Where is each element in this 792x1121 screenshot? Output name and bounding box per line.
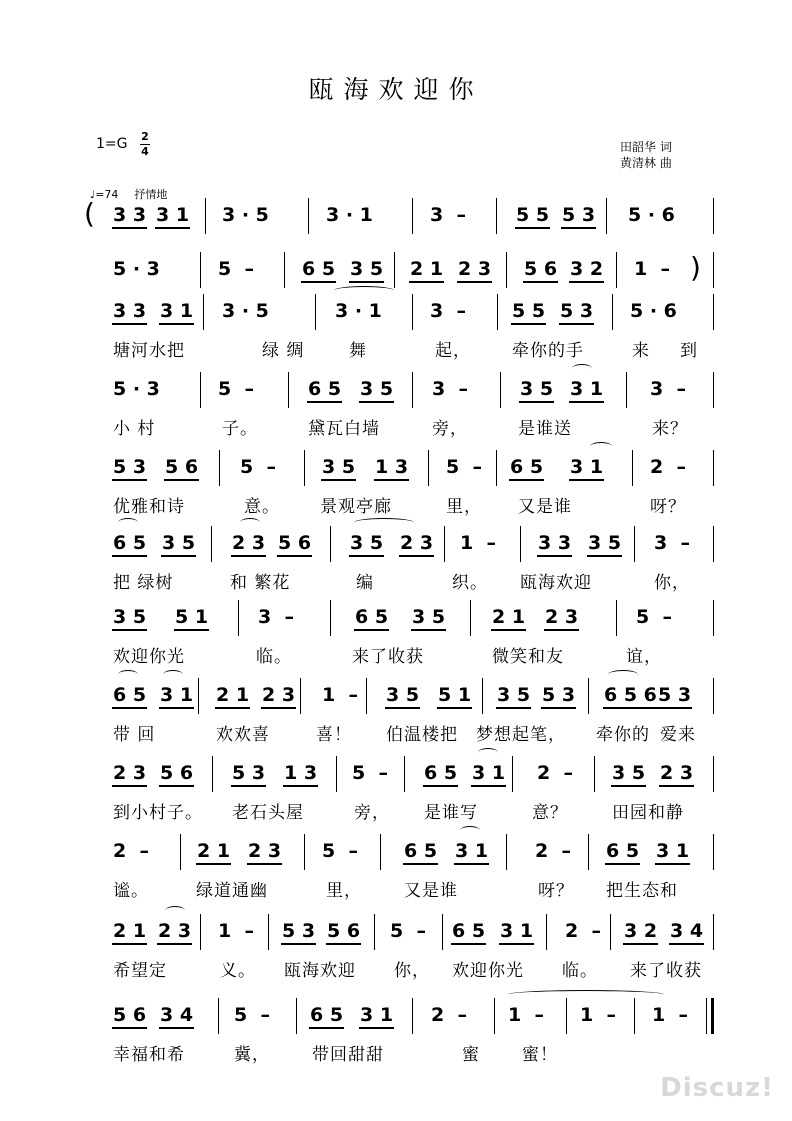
lyric-text: 老石头屋 [232,803,304,823]
composer: 黄清林 曲 [620,156,672,170]
bar-line [315,294,316,330]
note-group: 3 5 [520,378,554,400]
lyric-line [0,336,792,360]
lyric-text: 又是谁 [518,497,572,517]
note-group: 1 3 [375,456,409,478]
note-group: 5 · 6 [628,204,675,226]
bar-line [713,450,714,486]
bar-line [512,756,513,792]
bar-line [546,914,547,950]
lyric-text: 子。 [222,419,258,439]
note-group: 3 5 [497,684,531,706]
slur [354,518,414,527]
lyric-text: 冀， [234,1045,270,1065]
bar-line [412,372,413,408]
lyric-text: 你， [654,573,690,593]
notation-line [0,676,792,716]
lyric-line [0,720,792,744]
note-group: 3 2 [624,920,658,942]
lyric-text: 把生态和 [606,881,678,901]
time-signature [140,131,150,158]
bar-line [330,600,331,636]
note-group: 5 – [218,378,254,400]
bar-line [713,372,714,408]
tempo-mood: 抒情地 [134,188,168,201]
bar-line [212,756,213,792]
notation-line [0,832,792,872]
note-group: 5 – [234,1004,270,1026]
note-group: 3 3 [538,532,572,554]
lyric-text: 来了收获 [630,961,702,981]
lyric-line [0,414,792,438]
slur [165,906,185,915]
bar-line [412,198,413,234]
bar-line [205,198,206,234]
note-group: 1 – [580,1004,616,1026]
note-group: 2 3 [400,532,434,554]
bar-line [626,372,627,408]
note-group: 2 – [537,762,573,784]
bar-line [634,526,635,562]
note-group: 3 – [650,378,686,400]
lyric-text: 景观亭廊 [320,497,392,517]
lyric-text: 是谁送 [518,419,572,439]
bar-line [500,372,501,408]
note-group: 2 – [535,840,571,862]
note-group: 3 2 [570,258,604,280]
time-signature-bottom: 4 [141,145,149,158]
note-group: 3 5 [360,378,394,400]
bar-line [200,914,201,950]
note-group: 2 – [113,840,149,862]
note-group: 5 · 6 [630,300,677,322]
lyric-text: 塘河水把 [113,341,185,361]
note-group: 2 – [431,1004,467,1026]
lyric-text: 小 村 [113,419,156,439]
note-group: 3 5 [162,532,196,554]
bar-line [304,834,305,870]
note-group: 3 1 [570,456,604,478]
note-group: 3 5 [612,762,646,784]
bar-line [711,998,714,1034]
note-group: 5 3 [113,456,147,478]
lyric-line [0,642,792,666]
note-group: 3 · 1 [326,204,373,226]
bar-line [412,294,413,330]
bar-line [394,252,395,288]
note-group: 2 3 [248,840,282,862]
bar-line [713,678,714,714]
note-group: 2 – [650,456,686,478]
note-group: 2 1 [410,258,444,280]
lyricist: 田韶华 词 [620,140,672,154]
bar-line [713,756,714,792]
note-group: 1 – [508,1004,544,1026]
lyric-text: 蜜 [462,1045,480,1065]
note-group: 5 1 [438,684,472,706]
bar-line [308,198,309,234]
note-group: 3 1 [156,204,190,226]
note-group: 3 4 [670,920,704,942]
bar-line [632,450,633,486]
lyric-text: 到 [680,341,698,361]
lyric-text: 黛瓦白墙 [308,419,380,439]
lyric-text: 来了收获 [352,647,424,667]
note-group: 6 5 [355,606,389,628]
bar-line [713,914,714,950]
lyric-text: 瓯海欢迎 [284,961,356,981]
note-group: 1 – [218,920,254,942]
lyric-text: 来 [632,341,650,361]
slur [334,286,394,295]
note-group: 2 3 [458,258,492,280]
note-group: 5 5 [516,204,550,226]
intro-paren-close: ) [690,251,701,284]
note-group: 3 4 [160,1004,194,1026]
note-group: 6 5 [113,684,147,706]
bar-line [713,198,714,234]
note-group: 3 – [430,300,466,322]
credits [620,139,672,171]
note-group: 6 5 6 [604,684,657,706]
bar-line [566,998,567,1034]
note-group: 3 5 [386,684,420,706]
note-group: 1 – [460,532,496,554]
bar-line [713,834,714,870]
lyric-text: 编 [356,573,374,593]
note-group: 1 – [634,258,670,280]
slur [163,670,183,679]
note-group: 3 5 [412,606,446,628]
lyric-text: 谧。 [113,881,149,901]
notation-line [0,196,792,236]
note-group: 6 5 [510,456,544,478]
bar-line [713,600,714,636]
note-group: 3 – [432,378,468,400]
slur [118,670,138,679]
lyric-text: 田园和静 [612,803,684,823]
lyric-text: 绿 绸 [262,341,305,361]
bar-line [296,998,297,1034]
notation-line [0,370,792,410]
note-group: 3 · 1 [335,300,382,322]
bar-line [380,834,381,870]
note-group: 2 1 [113,920,147,942]
lyric-text: 梦想起笔， [476,725,566,745]
note-group: 5 3 [542,684,576,706]
bar-line [713,526,714,562]
slur [572,364,592,373]
note-group: 2 3 [232,532,266,554]
note-group: 5 6 [113,1004,147,1026]
lyric-line [0,876,792,900]
note-group: 5 – [390,920,426,942]
note-group: 5 3 [658,684,692,706]
note-group: 3 1 [160,684,194,706]
lyric-text: 希望定 [113,961,167,981]
note-group: 3 1 [455,840,489,862]
notation-line [0,250,792,290]
note-group: 5 · 3 [113,258,160,280]
bar-line [412,998,413,1034]
lyric-text: 临。 [256,647,292,667]
note-group: 2 3 [113,762,147,784]
notation-line [0,448,792,488]
note-group: 2 1 [216,684,250,706]
note-group: 5 1 [175,606,209,628]
note-group: 3 5 [350,532,384,554]
note-group: 2 1 [492,606,526,628]
bar-line [588,834,589,870]
bar-line [496,198,497,234]
note-group: 6 5 [452,920,486,942]
bar-line [180,834,181,870]
bar-line [482,678,483,714]
bar-line [612,294,613,330]
bar-line [211,526,212,562]
note-group: 5 6 [160,762,194,784]
lyric-line [0,1040,792,1064]
lyric-text: 带回甜甜 [312,1045,384,1065]
lyric-text: 绿道通幽 [196,881,268,901]
watermark: Discuz! [660,1073,774,1103]
lyric-text: 牵你的 [596,725,650,745]
bar-line [588,678,589,714]
lyric-text: 织。 [452,573,488,593]
lyric-text: 起， [435,341,471,361]
bar-line [496,450,497,486]
bar-line [444,526,445,562]
note-group: 3 1 [160,300,194,322]
bar-line [470,600,471,636]
bar-line [219,450,220,486]
note-group: 3 1 [500,920,534,942]
note-group: 5 – [322,840,358,862]
note-group: 3 5 [588,532,622,554]
bar-line [336,756,337,792]
bar-line [203,294,204,330]
slur [608,670,638,679]
note-group: 5 · 3 [113,378,160,400]
lyric-text: 里， [446,497,482,517]
bar-line [288,372,289,408]
lyric-text: 旁， [432,419,468,439]
bar-line [713,294,714,330]
slur [460,826,480,835]
lyric-text: 临。 [562,961,598,981]
bar-line [616,252,617,288]
note-group: 5 – [636,606,672,628]
note-group: 3 5 [350,258,384,280]
note-group: 2 3 [262,684,296,706]
lyric-text: 幸福和希 [113,1045,185,1065]
lyric-text: 又是谁 [404,881,458,901]
bar-line [304,450,305,486]
bar-line [706,998,707,1034]
lyric-text: 意。 [244,497,280,517]
bar-line [268,914,269,950]
lyric-text: 伯温楼把 [386,725,458,745]
notation-line [0,292,792,332]
lyric-text: 欢欢喜 [216,725,270,745]
note-group: 5 – [240,456,276,478]
note-group: 2 1 [197,840,231,862]
note-group: 3 – [654,532,690,554]
slur [590,442,612,451]
note-group: 5 5 [512,300,546,322]
lyric-text: 带 回 [113,725,156,745]
bar-line [442,914,443,950]
slur [118,518,138,527]
note-group: 5 6 [327,920,361,942]
note-group: 3 – [430,204,466,226]
note-group: 3 · 5 [222,300,269,322]
note-group: 2 – [565,920,601,942]
note-group: 5 – [218,258,254,280]
lyric-text: 瓯海欢迎 [520,573,592,593]
bar-line [330,526,331,562]
lyric-text: 舞 [349,341,367,361]
lyric-text: 欢迎你光 [113,647,185,667]
bar-line [198,678,199,714]
notation-line [0,912,792,952]
bar-line [610,914,611,950]
lyric-text: 爱来 [660,725,696,745]
bar-line [428,450,429,486]
lyric-text: 谊， [626,647,662,667]
note-group: 5 – [446,456,482,478]
lyric-text: 到小村子。 [113,803,203,823]
bar-line [506,252,507,288]
bar-line [404,756,405,792]
note-group: 2 3 [158,920,192,942]
lyric-text: 牵你的手 [512,341,584,361]
note-group: 3 3 [113,300,147,322]
lyric-text: 你， [394,961,430,981]
note-group: 3 · 5 [222,204,269,226]
note-group: 3 5 [322,456,356,478]
note-group: 5 3 [282,920,316,942]
note-group: 3 5 [113,606,147,628]
note-group: 5 6 [165,456,199,478]
note-group: 6 5 [302,258,336,280]
lyric-text: 蜜！ [522,1045,558,1065]
note-group: 5 3 [562,204,596,226]
intro-paren-open: ( [84,197,95,230]
bar-line [300,678,301,714]
key-signature: 1=G [96,136,128,152]
lyric-text: 呀？ [650,497,686,517]
note-group: 3 – [258,606,294,628]
lyric-text: 喜！ [316,725,352,745]
slur [478,748,498,757]
lyric-text: 把 绿树 [113,573,174,593]
note-group: 1 3 [284,762,318,784]
bar-line [497,294,498,330]
slur [508,990,664,999]
note-group: 2 3 [545,606,579,628]
bar-line [218,998,219,1034]
lyric-line [0,568,792,592]
note-group: 3 1 [570,378,604,400]
notation-line [0,524,792,564]
note-group: 6 5 [606,840,640,862]
notation-line [0,598,792,638]
note-group: 5 – [352,762,388,784]
note-group: 5 3 [560,300,594,322]
note-group: 6 5 [424,762,458,784]
lyric-text: 意？ [532,803,568,823]
bar-line [616,600,617,636]
bar-line [606,198,607,234]
note-group: 1 – [322,684,358,706]
bar-line [634,998,635,1034]
bar-line [200,252,201,288]
time-signature-top: 2 [141,130,149,143]
lyric-line [0,492,792,516]
lyric-line [0,798,792,822]
note-group: 5 3 [232,762,266,784]
note-group: 6 5 [113,532,147,554]
bar-line [200,372,201,408]
bar-line [713,252,714,288]
bar-line [366,678,367,714]
bar-line [374,914,375,950]
lyric-text: 优雅和诗 [113,497,185,517]
lyric-line [0,956,792,980]
song-title: 瓯海欢迎你 [308,75,484,104]
notation-line [0,996,792,1036]
notation-line [0,754,792,794]
note-group: 5 6 [278,532,312,554]
lyric-text: 呀？ [538,881,574,901]
tempo-bpm: ♩=74 [90,188,119,201]
bar-line [520,526,521,562]
bar-line [238,600,239,636]
note-group: 6 5 [308,378,342,400]
slur [240,518,260,527]
note-group: 1 – [652,1004,688,1026]
lyric-text: 和 繁花 [230,573,291,593]
lyric-text: 微笑和友 [492,647,564,667]
note-group: 3 1 [360,1004,394,1026]
lyric-text: 欢迎你光 [452,961,524,981]
lyric-text: 里， [326,881,362,901]
lyric-text: 是谁写 [424,803,478,823]
bar-line [506,834,507,870]
note-group: 6 5 [404,840,438,862]
note-group: 2 3 [660,762,694,784]
note-group: 3 3 [113,204,147,226]
lyric-text: 来？ [652,419,688,439]
bar-line [594,756,595,792]
bar-line [284,252,285,288]
bar-line [494,998,495,1034]
note-group: 6 5 [310,1004,344,1026]
note-group: 5 6 [524,258,558,280]
note-group: 3 1 [656,840,690,862]
lyric-text: 义。 [220,961,256,981]
note-group: 3 1 [472,762,506,784]
lyric-text: 旁， [354,803,390,823]
